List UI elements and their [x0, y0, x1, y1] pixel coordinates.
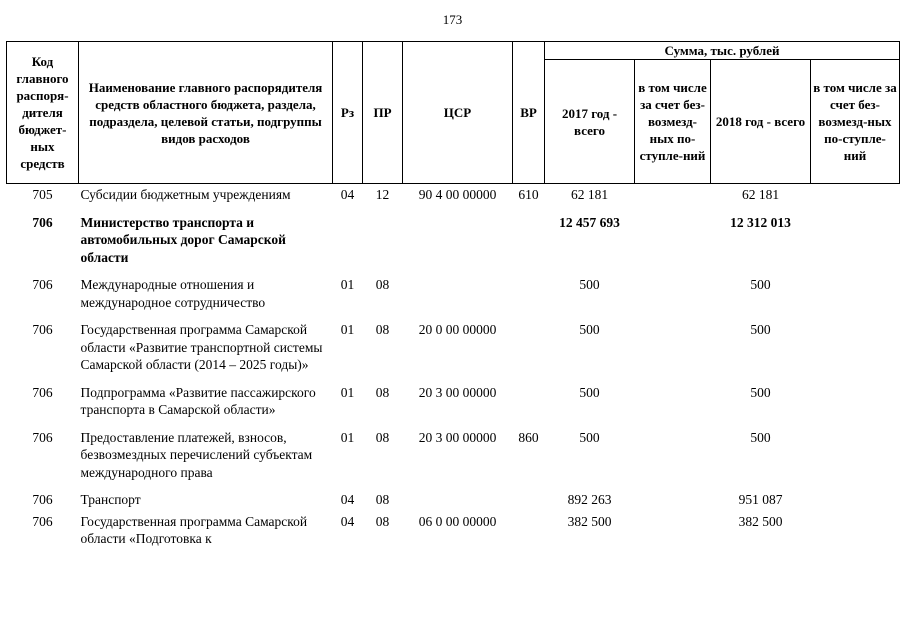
cell-pr: 08 — [375, 492, 390, 507]
cell-sum-2017: 12 457 693 — [559, 214, 620, 230]
cell-free-2018 — [811, 382, 900, 427]
header-code: Код главного распоря-дителя бюджет-ных средств — [7, 42, 79, 184]
cell-rz: 01 — [340, 322, 355, 337]
cell-name: Подпрограмма «Развитие пассажирского транспорта в Самарской области» — [80, 384, 316, 417]
cell-sum-2018: 500 — [750, 277, 771, 292]
cell-sum-2018: 62 181 — [741, 187, 780, 202]
cell-code: 706 — [32, 429, 53, 445]
cell-sum-2017: 382 500 — [567, 513, 612, 529]
cell-sum-2018: 951 087 — [738, 492, 783, 507]
cell-free-2018 — [811, 274, 900, 319]
cell-sum-2017: 500 — [579, 322, 600, 337]
cell-csr — [403, 274, 513, 319]
cell-free-2017 — [635, 489, 711, 511]
cell-free-2018 — [811, 489, 900, 511]
cell-free-2018 — [811, 319, 900, 382]
budget-table — [6, 41, 900, 550]
cell-name: Международные отношения и международное сотрудничество — [80, 277, 266, 310]
header-rz: Рз — [333, 42, 363, 184]
cell-rz: 01 — [340, 384, 355, 400]
table-row — [7, 184, 900, 212]
cell-sum-2017: 500 — [579, 384, 600, 400]
cell-code: 706 — [32, 322, 53, 337]
cell-pr — [363, 212, 403, 275]
table-row — [7, 212, 900, 275]
cell-sum-2018: 500 — [750, 322, 771, 337]
cell-code: 706 — [32, 384, 53, 400]
cell-name: Государственная программа Самарской области «Подготовка к — [80, 513, 308, 546]
header-vr: ВР — [513, 42, 545, 184]
cell-code: 706 — [32, 513, 53, 529]
cell-vr — [513, 274, 545, 319]
header-csr: ЦСР — [403, 42, 513, 184]
table-row — [7, 382, 900, 427]
cell-sum-2017: 62 181 — [570, 187, 609, 202]
table-header — [7, 42, 900, 184]
header-2018-free: в том числе за счет без-возмезд-ных по-ступле-ний — [811, 60, 900, 184]
cell-sum-2018: 500 — [750, 384, 771, 400]
cell-code: 706 — [32, 492, 53, 507]
header-name: Наименование главного распорядителя средств областного бюджета, раздела, подраздела, целевой статьи, подгруппы видов расходов — [79, 42, 333, 184]
cell-code: 705 — [32, 187, 53, 202]
header-sum-group: Сумма, тыс. рублей — [545, 42, 900, 60]
cell-rz: 01 — [340, 277, 355, 292]
cell-free-2018 — [811, 184, 900, 212]
cell-rz: 04 — [340, 187, 355, 202]
cell-rz: 01 — [340, 429, 355, 445]
cell-csr: 20 3 00 00000 — [418, 429, 497, 445]
cell-csr — [403, 212, 513, 275]
cell-free-2018 — [811, 427, 900, 490]
cell-name: Транспорт — [80, 492, 141, 507]
cell-pr: 08 — [375, 322, 390, 337]
cell-sum-2018: 12 312 013 — [730, 214, 791, 230]
cell-vr — [513, 489, 545, 511]
cell-sum-2018: 382 500 — [738, 513, 783, 529]
cell-csr: 90 4 00 00000 — [418, 187, 497, 202]
cell-free-2017 — [635, 212, 711, 275]
cell-pr: 08 — [375, 513, 390, 529]
cell-free-2017 — [635, 427, 711, 490]
cell-vr: 860 — [518, 429, 539, 445]
cell-free-2017 — [635, 319, 711, 382]
cell-rz: 04 — [340, 513, 355, 529]
cell-vr — [513, 212, 545, 275]
cell-name: Субсидии бюджетным учреждениям — [80, 187, 291, 202]
cell-name: Предоставление платежей, взносов, безвозмездных перечислений субъектам международного права — [80, 429, 313, 480]
cell-code: 706 — [32, 214, 53, 230]
header-pr: ПР — [363, 42, 403, 184]
cell-free-2017 — [635, 511, 711, 550]
cell-rz — [333, 212, 363, 275]
cell-pr: 08 — [375, 384, 390, 400]
table-body — [7, 184, 900, 550]
page-number: 173 — [442, 12, 463, 27]
cell-free-2017 — [635, 382, 711, 427]
table-row — [7, 511, 900, 550]
cell-pr: 12 — [375, 187, 390, 202]
cell-csr: 20 3 00 00000 — [418, 384, 497, 400]
cell-csr: 06 0 00 00000 — [418, 513, 497, 529]
cell-sum-2017: 500 — [579, 429, 600, 445]
cell-vr — [513, 511, 545, 550]
cell-rz: 04 — [340, 492, 355, 507]
cell-pr: 08 — [375, 429, 390, 445]
cell-name: Государственная программа Самарской области «Развитие транспортной системы Самарской области (2014 – 2025 годы)» — [80, 322, 323, 372]
cell-vr — [513, 319, 545, 382]
cell-csr: 20 0 00 00000 — [418, 322, 497, 337]
cell-sum-2018: 500 — [750, 429, 771, 445]
cell-name: Министерство транспорта и автомобильных дорог Самарской области — [80, 214, 286, 265]
cell-sum-2017: 500 — [579, 277, 600, 292]
header-2017-total: 2017 год - всего — [545, 60, 635, 184]
table-row — [7, 427, 900, 490]
cell-free-2017 — [635, 184, 711, 212]
cell-vr — [513, 382, 545, 427]
cell-code: 706 — [32, 277, 53, 292]
cell-free-2018 — [811, 212, 900, 275]
table-row — [7, 274, 900, 319]
table-row — [7, 319, 900, 382]
cell-free-2017 — [635, 274, 711, 319]
cell-vr: 610 — [518, 187, 539, 202]
cell-free-2018 — [811, 511, 900, 550]
header-2017-free: в том числе за счет без-возмезд-ных по-ступле-ний — [635, 60, 711, 184]
cell-csr — [403, 489, 513, 511]
cell-sum-2017: 892 263 — [567, 492, 612, 507]
table-row — [7, 489, 900, 511]
cell-pr: 08 — [375, 277, 390, 292]
header-2018-total: 2018 год - всего — [711, 60, 811, 184]
